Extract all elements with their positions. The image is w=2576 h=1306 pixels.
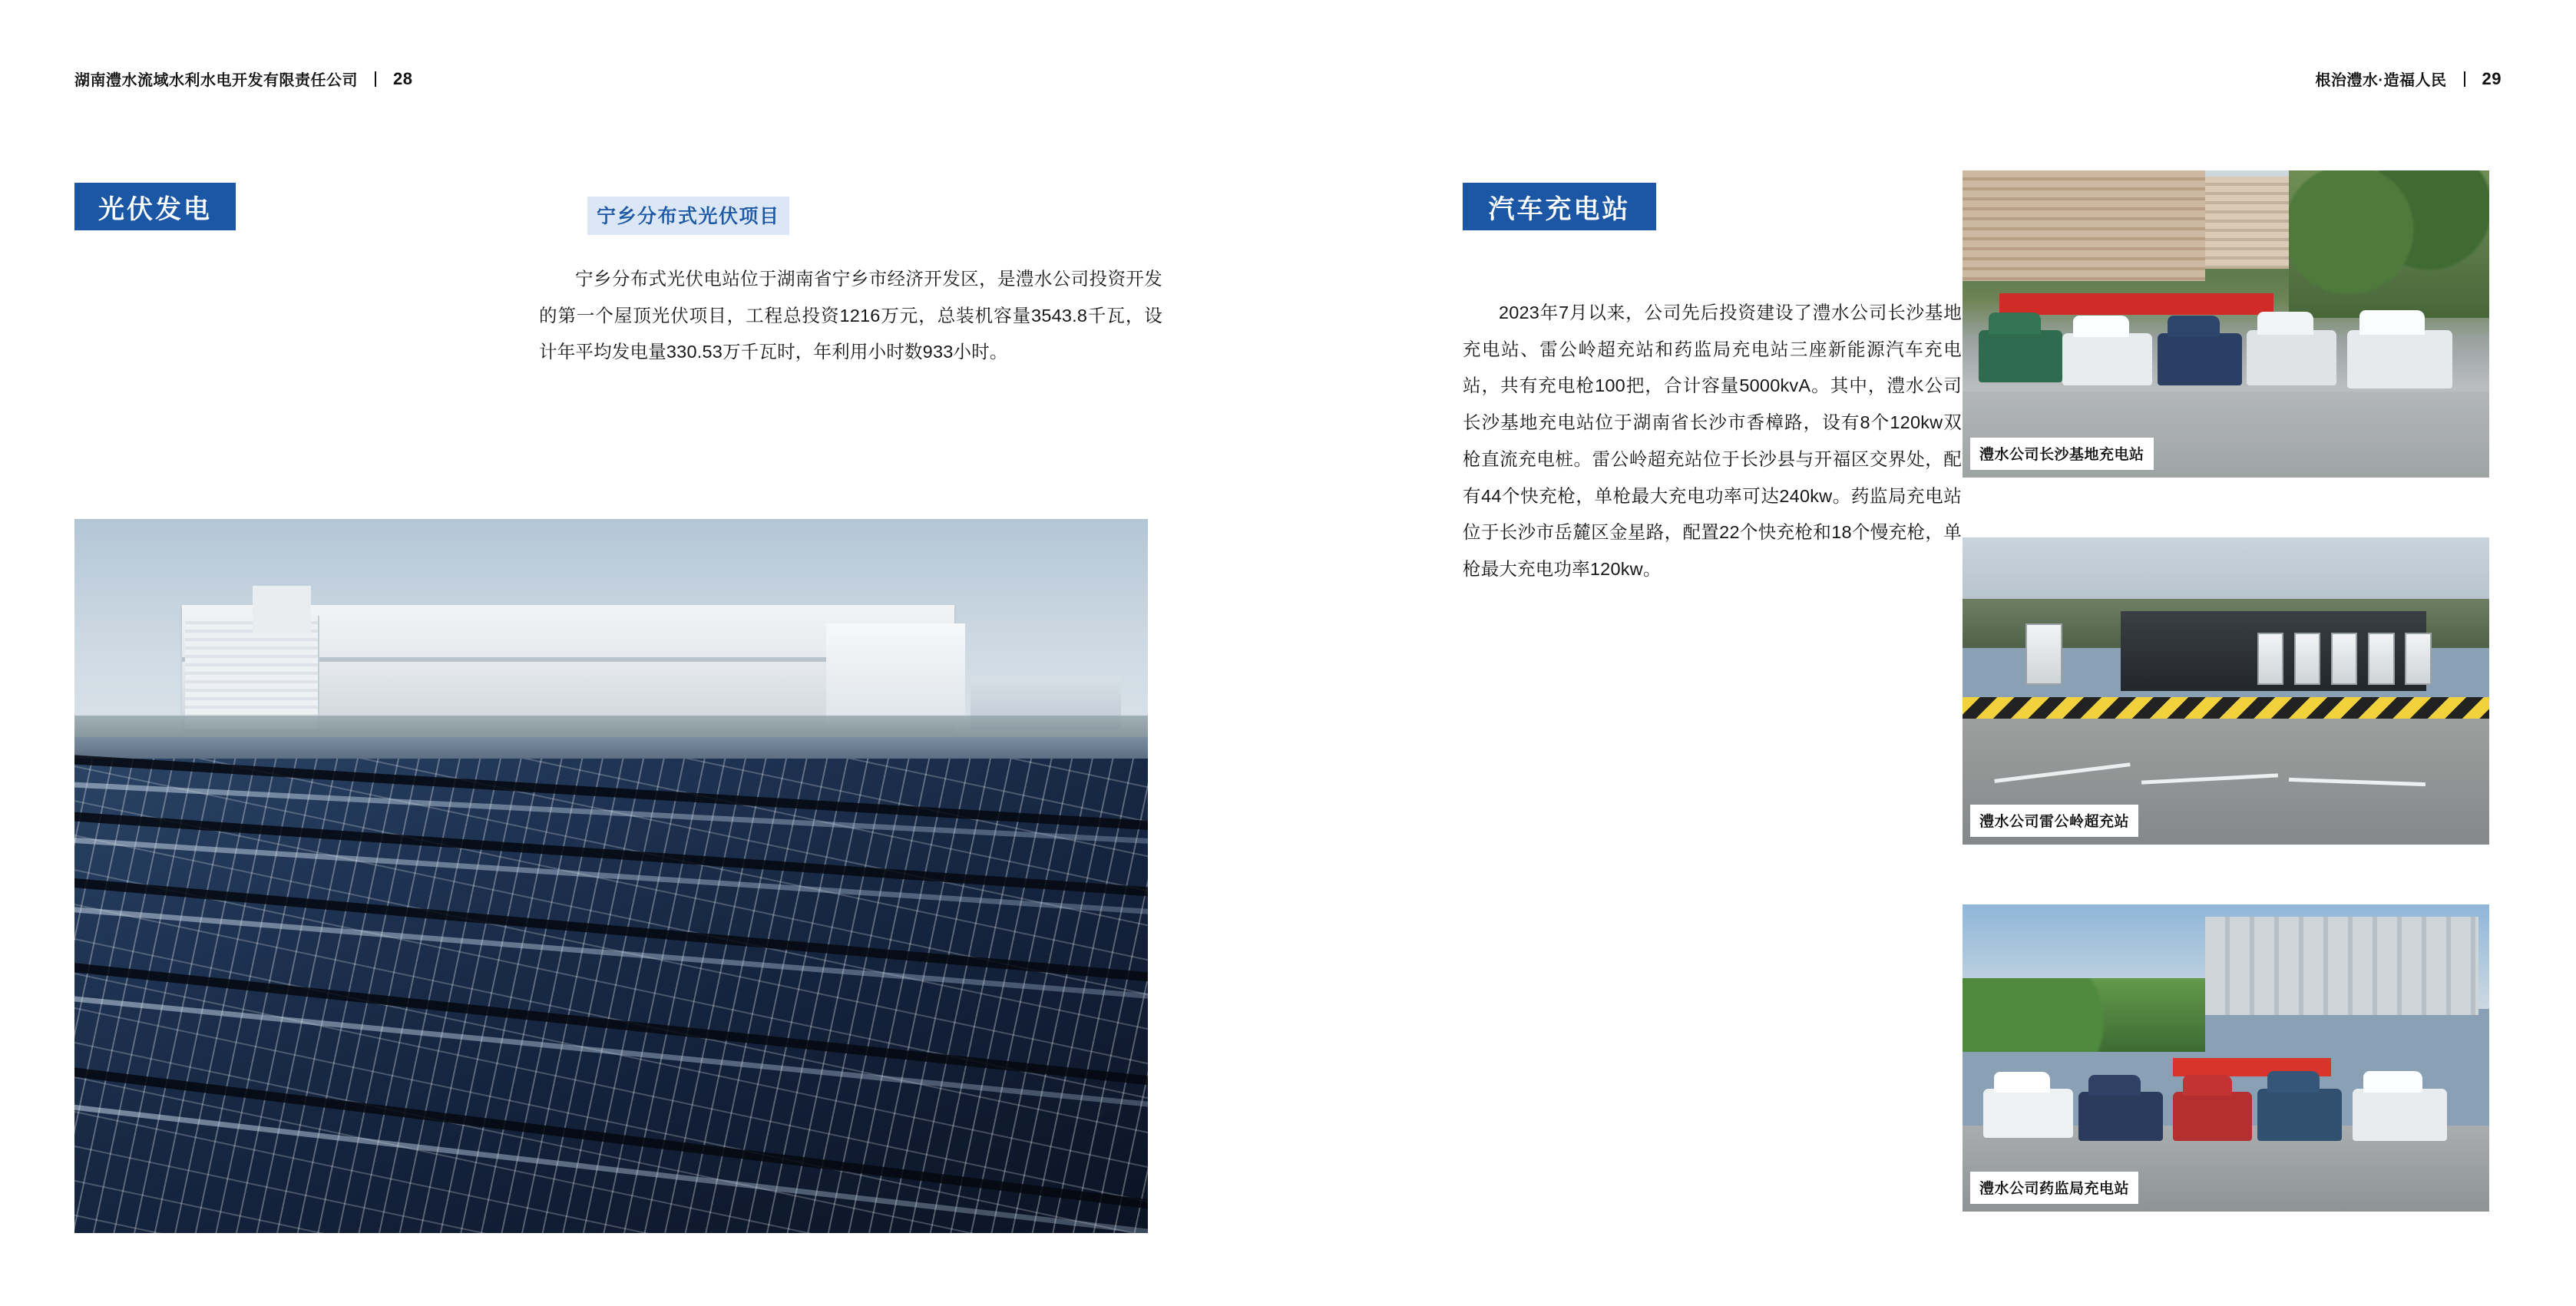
photo-charging-pile <box>2025 623 2062 685</box>
photo-warehouse <box>826 623 966 723</box>
photo-stair-tower <box>253 586 310 632</box>
photo-changsha-base-station <box>1963 170 2489 478</box>
photo-office-building <box>185 616 319 730</box>
slogan: 根治澧水·造福人民 <box>2315 72 2447 89</box>
photo-charging-pile <box>2294 633 2320 685</box>
photo-car <box>1979 330 2063 382</box>
photo-car <box>2078 1092 2163 1141</box>
photo-caption: 澧水公司雷公岭超充站 <box>1970 805 2138 837</box>
photo-car <box>2347 330 2452 388</box>
photo-charging-pile <box>2331 633 2357 685</box>
page-number-left: 28 <box>393 68 413 88</box>
page-number-right: 29 <box>2482 68 2502 88</box>
runhead-divider <box>375 71 376 87</box>
running-head-left <box>74 68 412 90</box>
section-title-ev-charging: 汽车充电站 <box>1463 183 1656 230</box>
photo-charging-pile <box>2405 633 2431 685</box>
photo-charging-pile <box>2368 633 2394 685</box>
body-text-left <box>539 261 1162 371</box>
paragraph-photovoltaic: 宁乡分布式光伏电站位于湖南省宁乡市经济开发区，是澧水公司投资开发的第一个屋顶光伏项目，工程总投资1216万元，总装机容量3543.8千瓦，设计年平均发电量330.53万千瓦时，年利用小时数933小时。 <box>539 269 1162 362</box>
photo-red-banner <box>1999 293 2273 315</box>
running-head-right <box>2315 68 2502 90</box>
company-name: 湖南澧水流域水利水电开发有限责任公司 <box>74 72 358 89</box>
photo-car <box>2062 333 2152 385</box>
runhead-divider <box>2464 71 2465 87</box>
body-text-right <box>1463 295 1962 588</box>
paragraph-ev-charging: 2023年7月以来，公司先后投资建设了澧水公司长沙基地充电站、雷公岭超充站和药监局充电站三座新能源汽车充电站，共有充电枪100把，合计容量5000kvA。其中，澧水公司长沙基地充电站位于湖南省长沙市香樟路，设有8个120kw双枪直流充电桩。雷公岭超充站位于长沙县与开福区交界处，配有44个快充枪，单枪最大充电功率可达240kw。药监局充电站位于长沙市岳麓区金星路，配置22个快充枪和18个慢充枪，单枪最大充电功率120kw。 <box>1463 303 1962 579</box>
photo-car <box>2247 330 2336 385</box>
section-title-photovoltaic: 光伏发电 <box>74 183 236 230</box>
photo-car <box>2173 1092 2252 1141</box>
photo-caption: 澧水公司长沙基地充电站 <box>1970 438 2154 470</box>
photo-pv-array <box>74 759 1148 1233</box>
photo-caption: 澧水公司药监局充电站 <box>1970 1172 2138 1204</box>
photo-trees <box>2289 170 2489 318</box>
pv-row-highlight <box>74 978 1148 1136</box>
photo-trees <box>1963 978 2205 1052</box>
pv-row-gap <box>74 1046 1148 1233</box>
photo-leigongling-station <box>1963 537 2489 845</box>
photo-high-rise-buildings <box>2205 917 2479 1015</box>
photo-drug-administration-station <box>1963 904 2489 1212</box>
photo-charging-pile <box>2257 633 2283 685</box>
pv-row-highlight <box>74 1083 1148 1233</box>
photo-car <box>2257 1089 2342 1141</box>
photo-warning-kerb <box>1963 697 2489 719</box>
photo-car <box>2158 333 2242 385</box>
photo-solar-panels <box>74 519 1148 1233</box>
photo-residential-building <box>1963 170 2205 281</box>
photo-car <box>1983 1089 2073 1138</box>
photo-car <box>2353 1089 2447 1141</box>
subtitle-ningxiang-project: 宁乡分布式光伏项目 <box>587 197 789 235</box>
